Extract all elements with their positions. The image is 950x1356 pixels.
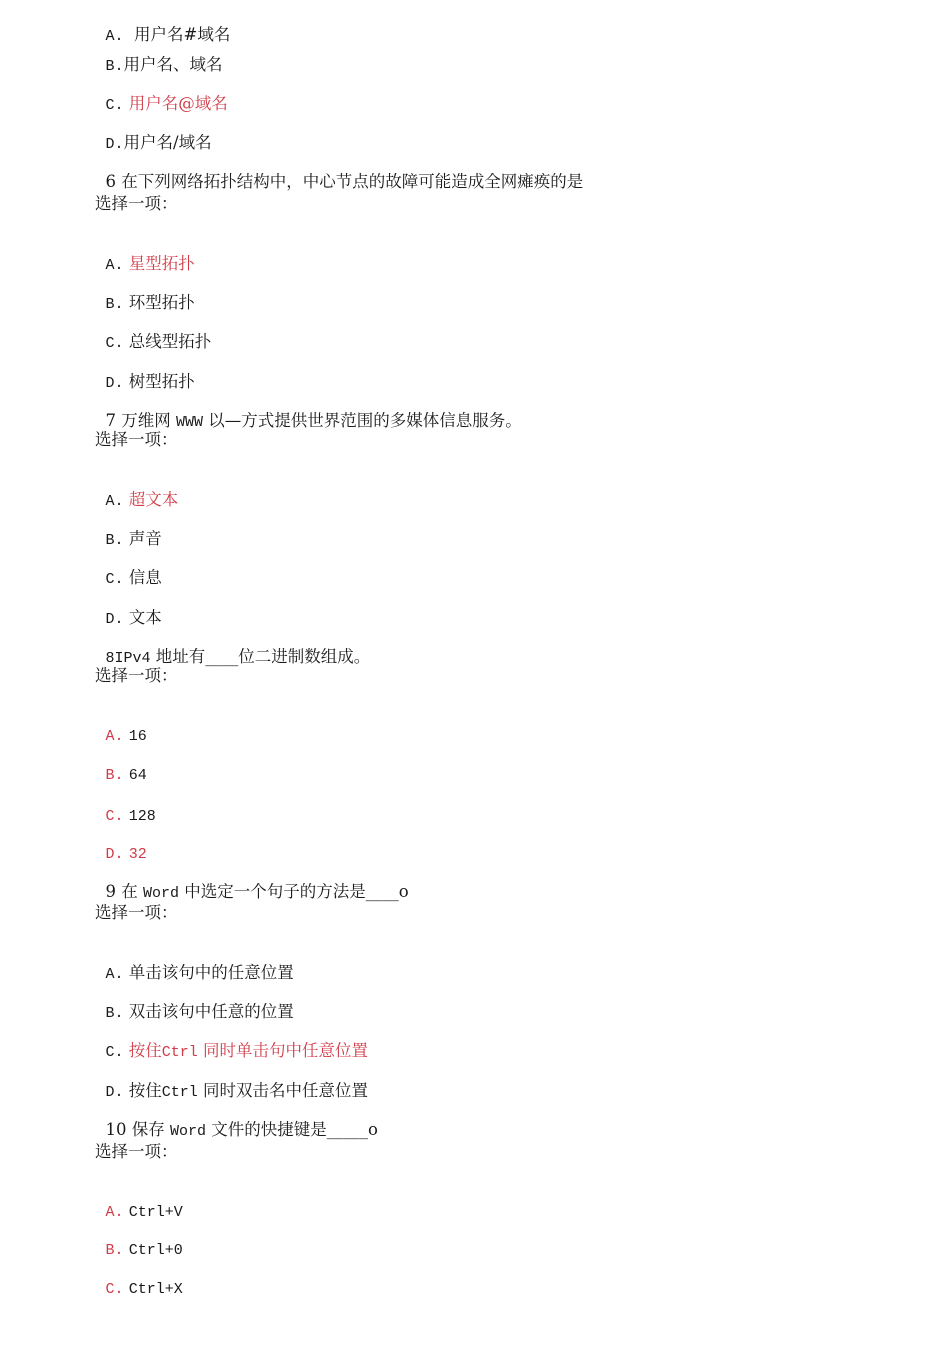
option-text-ctrl: Ctrl [161,1084,198,1101]
option-label: C. [105,1044,124,1061]
q8-option-c [95,785,156,825]
option-text: 树型拓扑 [128,372,195,391]
question-text: 中选定一个句子的方法是____o [184,882,409,901]
question-number: 8IPv4 [105,650,151,667]
option-label: C. [105,97,124,114]
q7-question [95,391,522,431]
option-text-correct: 32 [128,846,147,863]
q8-option-a [95,705,147,745]
question-number: 6 [105,172,116,191]
option-label-correct: C. [105,1281,124,1298]
option-text: 128 [128,808,156,825]
option-text: Ctrl+X [128,1281,183,1298]
option-label-correct: B. [105,767,124,784]
option-label: B. [105,532,124,549]
option-label: C. [105,335,124,352]
option-label: B. [105,1005,124,1022]
option-label: A. [105,28,124,45]
option-text-correct: 用户名@域名 [128,94,228,113]
option-text-part: 同时单击句中任意位置 [203,1041,369,1060]
q9-option-c [95,1021,369,1061]
question-number: 10 [105,1120,127,1139]
option-text: 用户名/域名 [123,133,212,152]
option-label: C. [105,571,124,588]
question-text: 在 [121,882,138,901]
q6-question [95,152,584,191]
q5-option-c [95,74,228,114]
q8-option-b [95,744,147,784]
q8-select-one: 选择一项： [95,666,178,685]
option-text: 16 [128,728,147,745]
question-text: 以—方式提供世界范围的多媒体信息服务。 [208,411,522,430]
option-label: D. [105,136,124,153]
option-text: 环型拓扑 [128,293,195,312]
q9-option-b [95,982,294,1022]
option-text: 双击该句中任意的位置 [128,1002,294,1021]
q5-option-b [95,35,223,75]
option-label-correct: D. [105,846,124,863]
option-label: B. [105,58,124,75]
question-text: 地址有____位二进制数组成。 [155,647,371,666]
q7-option-a [95,470,179,510]
option-text: Ctrl+V [128,1204,183,1221]
q10-option-c [95,1258,183,1298]
option-label-correct: A. [105,1204,124,1221]
q5-option-d [95,113,212,153]
option-label: D. [105,375,124,392]
question-number: 9 [105,882,116,901]
q7-option-d [95,588,162,628]
q10-question [95,1100,378,1140]
q8-question [95,627,371,667]
q6-select-one: 选择一项： [95,194,178,213]
question-text-www: WWW [176,414,204,431]
question-text: 在下列网络拓扑结构中，中心节点的故障可能造成全网瘫痪的是 [121,172,584,191]
q7-option-b [95,509,162,549]
option-text-part: 同时双击名中任意位置 [203,1081,369,1100]
q7-select-one: 选择一项： [95,430,178,449]
option-text: 信息 [128,568,162,587]
q10-option-b [95,1219,183,1259]
question-text: 保存 [131,1120,165,1139]
q5-option-a [95,5,231,45]
option-text-correct: 星型拓扑 [128,254,195,273]
option-text: 单击该句中的任意位置 [128,963,294,982]
q10-option-a [95,1181,183,1221]
q7-option-c [95,548,162,588]
q6-option-a [95,234,195,274]
option-label: B. [105,296,124,313]
option-label: A. [105,966,124,983]
option-text: 总线型拓扑 [128,332,212,351]
option-label: D. [105,1084,124,1101]
option-text-correct: 超文本 [128,490,179,509]
option-label-correct: A. [105,728,124,745]
option-text-part: 按住 [128,1081,162,1100]
option-text-ctrl: Ctrl [161,1044,198,1061]
option-text: 文本 [128,608,162,627]
option-text-correct [129,1041,368,1060]
q9-option-d [95,1061,369,1101]
option-text-part: 按住 [128,1041,162,1060]
option-text: Ctrl+0 [128,1242,183,1259]
option-label: A. [105,257,124,274]
option-label: D. [105,611,124,628]
question-text: 万维网 [121,411,171,430]
question-text-word: Word [143,885,180,902]
q6-option-d [95,352,195,392]
q6-option-b [95,273,195,313]
option-label: A. [105,493,124,510]
q9-select-one: 选择一项： [95,903,178,922]
q10-select-one: 选择一项： [95,1142,178,1161]
question-text-word: Word [170,1123,207,1140]
q9-option-a [95,943,294,983]
option-label-correct: C. [105,808,124,825]
option-text: 用户名、域名 [123,55,223,74]
question-number: 7 [105,411,116,430]
q9-question [95,862,409,902]
question-text: 文件的快捷键是_____o [211,1120,378,1139]
q8-option-d [95,823,147,863]
option-text: 声音 [128,529,162,548]
q6-option-c [95,312,212,352]
option-label-correct: B. [105,1242,124,1259]
option-text: 用户名#域名 [134,25,231,44]
option-text: 64 [128,767,147,784]
